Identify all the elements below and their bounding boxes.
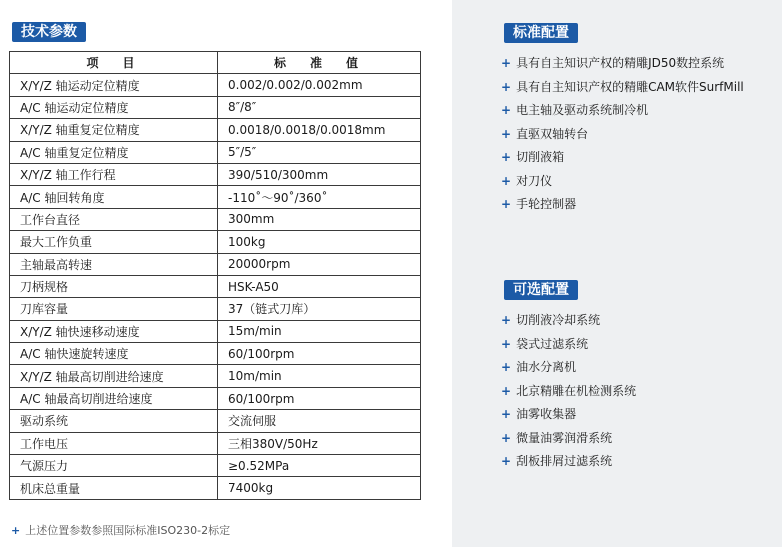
table-row (10, 119, 421, 141)
plus-icon: + (501, 407, 512, 421)
plus-icon: + (501, 173, 512, 188)
table-row (10, 231, 421, 253)
table-row (10, 410, 421, 432)
header-value: 标 准 值 (218, 52, 421, 74)
param-value-cell: 15m/min (218, 320, 421, 342)
spec-table-header (10, 52, 421, 74)
param-name-cell: X/Y/Z 轴运动定位精度 (10, 74, 218, 96)
table-row (10, 275, 421, 297)
param-value-cell: 37（链式刀库） (218, 298, 421, 320)
plus-icon: + (501, 79, 512, 94)
standard-config-item (501, 99, 744, 123)
param-value-cell: 5″/5″ (218, 141, 421, 163)
param-name-cell: A/C 轴快速旋转速度 (10, 343, 218, 365)
param-name-cell: X/Y/Z 轴快速移动速度 (10, 320, 218, 342)
param-value-cell: -110˚～90˚/360˚ (218, 186, 421, 208)
table-row (10, 477, 421, 499)
param-value-cell: 390/510/300mm (218, 163, 421, 185)
param-name-cell: 工作台直径 (10, 208, 218, 230)
param-value-cell: 60/100rpm (218, 343, 421, 365)
plus-icon: + (501, 126, 512, 141)
table-row (10, 298, 421, 320)
optional-config-item-label: 袋式过滤系统 (516, 336, 589, 351)
param-name-cell: X/Y/Z 轴重复定位精度 (10, 119, 218, 141)
param-value-cell: 60/100rpm (218, 387, 421, 409)
standard-config-list (501, 52, 744, 217)
standard-config-item (501, 123, 744, 147)
standard-config-item-label: 直驱双轴转台 (516, 126, 589, 141)
optional-config-item (501, 427, 636, 451)
optional-config-item (501, 403, 636, 427)
optional-config-item-label: 微量油雾润滑系统 (516, 430, 613, 445)
optional-config-list (501, 309, 636, 474)
table-row (10, 163, 421, 185)
param-name-cell: 机床总重量 (10, 477, 218, 499)
standard-config-item (501, 76, 744, 100)
param-name-cell: A/C 轴运动定位精度 (10, 96, 218, 118)
optional-config-item-label: 切削液冷却系统 (516, 313, 601, 327)
footnote-text: 上述位置参数参照国际标准ISO230-2标定 (25, 524, 231, 537)
param-name-cell: 工作电压 (10, 432, 218, 454)
param-value-cell: 10m/min (218, 365, 421, 387)
plus-icon: + (501, 383, 512, 398)
table-row (10, 141, 421, 163)
param-value-cell: 20000rpm (218, 253, 421, 275)
param-value-cell: 7400kg (218, 477, 421, 499)
standard-config-item (501, 193, 744, 217)
optional-config-item-label: 北京精雕在机检测系统 (516, 383, 637, 398)
plus-icon: + (11, 524, 21, 537)
table-row (10, 74, 421, 96)
optional-config-item (501, 356, 636, 380)
param-name-cell: 主轴最高转速 (10, 253, 218, 275)
standard-config-item-label: 具有自主知识产权的精雕CAM软件SurfMill (516, 79, 744, 94)
optional-config-item (501, 309, 636, 333)
table-row (10, 208, 421, 230)
param-value-cell: 0.0018/0.0018/0.0018mm (218, 119, 421, 141)
table-row (10, 96, 421, 118)
header-item: 项 目 (10, 52, 218, 74)
param-value-cell: ≥0.52MPa (218, 455, 421, 477)
standard-config-item-label: 切削液箱 (516, 150, 565, 164)
param-value-cell: 0.002/0.002/0.002mm (218, 74, 421, 96)
standard-config-item (501, 170, 744, 194)
optional-config-item-label: 油水分离机 (516, 360, 577, 374)
optional-config-item (501, 450, 636, 474)
tech-params-title: 技术参数 (12, 22, 86, 42)
plus-icon: + (501, 313, 512, 327)
param-name-cell: 最大工作负重 (10, 231, 218, 253)
param-name-cell: A/C 轴重复定位精度 (10, 141, 218, 163)
param-value-cell: 300mm (218, 208, 421, 230)
standard-config-item (501, 146, 744, 170)
standard-config-item-label: 手轮控制器 (516, 197, 577, 211)
param-value-cell: 8″/8″ (218, 96, 421, 118)
standard-config-item-label: 具有自主知识产权的精雕JD50数控系统 (516, 56, 725, 70)
param-name-cell: 刀柄规格 (10, 275, 218, 297)
spec-table-body (10, 74, 421, 499)
standard-config-title: 标准配置 (504, 23, 578, 43)
standard-config-item (501, 52, 744, 76)
plus-icon: + (501, 103, 512, 117)
param-name-cell: 刀库容量 (10, 298, 218, 320)
plus-icon: + (501, 197, 512, 211)
optional-config-item (501, 380, 636, 404)
optional-config-title: 可选配置 (504, 280, 578, 300)
param-name-cell: A/C 轴回转角度 (10, 186, 218, 208)
standard-config-item-label: 对刀仪 (516, 173, 553, 188)
plus-icon: + (501, 454, 512, 468)
table-row (10, 432, 421, 454)
param-name-cell: X/Y/Z 轴工作行程 (10, 163, 218, 185)
standard-config-item-label: 电主轴及驱动系统制冷机 (516, 103, 649, 117)
param-name-cell: X/Y/Z 轴最高切削进给速度 (10, 365, 218, 387)
param-value-cell: 三相380V/50Hz (218, 432, 421, 454)
table-row (10, 365, 421, 387)
optional-config-item-label: 油雾收集器 (516, 407, 577, 421)
param-name-cell: 驱动系统 (10, 410, 218, 432)
plus-icon: + (501, 360, 512, 374)
footnote (11, 522, 230, 538)
spec-table (9, 51, 421, 500)
param-name-cell: A/C 轴最高切削进给速度 (10, 387, 218, 409)
param-value-cell: 交流伺服 (218, 410, 421, 432)
plus-icon: + (501, 150, 512, 164)
table-row (10, 387, 421, 409)
optional-config-item (501, 333, 636, 357)
optional-config-item-label: 刮板排屑过滤系统 (516, 454, 613, 468)
plus-icon: + (501, 430, 512, 445)
table-row (10, 455, 421, 477)
param-value-cell: HSK-A50 (218, 275, 421, 297)
table-row (10, 320, 421, 342)
plus-icon: + (501, 336, 512, 351)
table-row (10, 253, 421, 275)
param-value-cell: 100kg (218, 231, 421, 253)
table-row (10, 343, 421, 365)
plus-icon: + (501, 56, 512, 70)
table-row (10, 186, 421, 208)
param-name-cell: 气源压力 (10, 455, 218, 477)
